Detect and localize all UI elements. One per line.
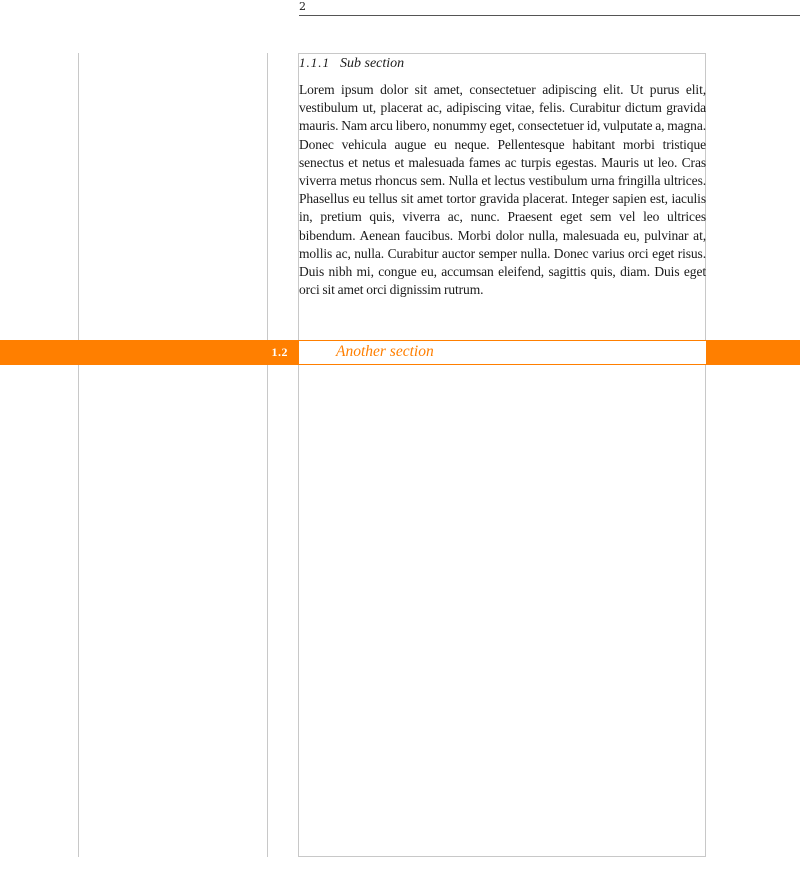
subsection-title: Sub section <box>340 56 405 71</box>
subsection-number: 1.1.1 <box>299 55 330 70</box>
body-paragraph: Lorem ipsum dolor sit amet, consectetuer adipiscing elit. Ut purus elit, vestibulum ut, placerat ac, adipiscing vitae, felis. Curabitur dictum gravida mauris. Nam arcu libero, nonummy eget, consectetuer id, vulputate a, magna. Donec vehicula augue eu neque. Pellentesque habitant morbi tristique senectus et netus et malesuada fames ac turpis egestas. Mauris ut leo. Cras viverra metus rhoncus sem. Nulla et lectus vestibulum urna fringilla ultrices. Phasellus eu tellus sit amet tortor gravida placerat. Integer sapien est, iaculis in, pretium quis, viverra ac, nunc. Praesent eget sem vel leo ultrices bibendum. Aenean faucibus. Morbi dolor nulla, malesuada eu, pulvinar at, mollis ac, nulla. Curabitur auctor semper nulla. Donec varius orci eget risus. Duis nibh mi, congue eu, accumsan eleifend, sagittis quis, diam. Duis eget orci sit amet orci dignissim rutrum. <box>299 82 706 298</box>
section-number: 1.2 <box>271 345 288 359</box>
margin-guide-inner <box>267 53 268 857</box>
header-rule <box>299 15 800 16</box>
section-title: Another section <box>336 343 434 360</box>
page-number: 2 <box>299 0 307 13</box>
margin-guide-left <box>78 53 79 857</box>
subsection-heading <box>299 54 706 73</box>
